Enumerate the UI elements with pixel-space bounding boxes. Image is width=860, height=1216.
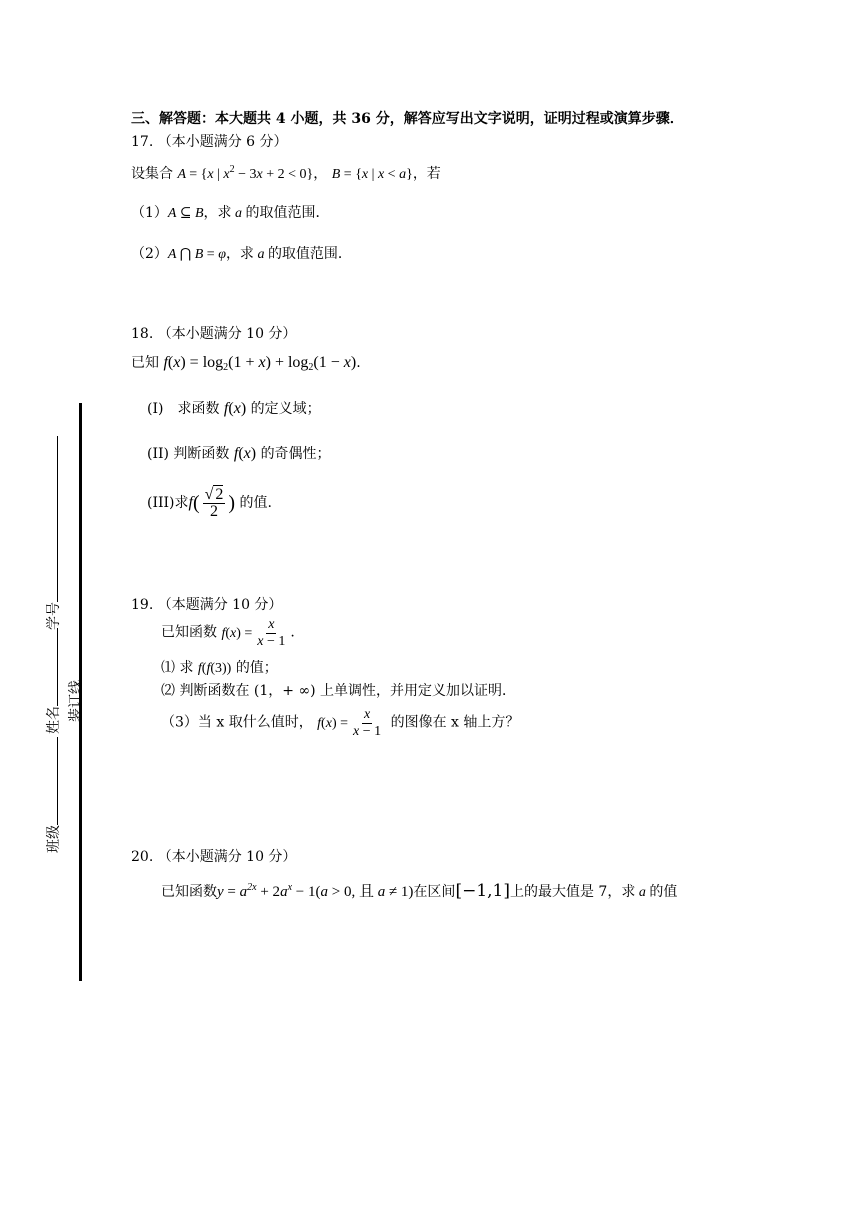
f-sqrt2-over-2: f( $\frac{√ 2}{2}$ )	[188, 486, 236, 520]
q19-part1: ⑴ 求 f(f(3)) 的值；	[161, 660, 278, 676]
q17-title: 17. （本小题满分 6 分）	[131, 134, 288, 150]
interval-neg1-1: [−1,1]	[455, 881, 510, 901]
student-id-field: 学号	[43, 436, 63, 630]
q17-part1: （1）A ⊆ B，求 a 的取值范围．	[131, 205, 330, 221]
name-field: 姓名	[43, 628, 63, 734]
set-a-formula: A = {x | $x^2 - 3x + 2 < 0$}	[177, 164, 314, 182]
q19-title: 19. （本题满分 10 分）	[131, 597, 283, 613]
q20-body: 已知函数$y = a^{2x} + 2a^x - 1(a > 0$, 且 a ≠ 1)在区间[−1,1]上的最大值是 7，求 a 的值	[161, 881, 678, 901]
rational-function-formula: f(x) = $\frac{x}{x - 1}$	[221, 617, 286, 649]
q17-part2: （2）A ⋂ B = φ，求 a 的取值范围．	[131, 246, 352, 262]
q19-intro: 已知函数 f(x) = $\frac{x}{x - 1}$ .	[161, 617, 295, 649]
exponential-function-formula: $y = a^{2x} + 2a^x - 1(a > 0$, 且 a ≠ 1)	[217, 882, 414, 900]
binding-line-label: 装订线	[68, 680, 84, 722]
interval-1-inf: (1，+ ∞)	[253, 683, 316, 699]
q18-part2: (II) 判断函数 f(x) 的奇偶性；	[147, 445, 331, 462]
subset-formula: A ⊆ B	[167, 206, 204, 221]
intersection-formula: A ⋂ B = φ	[167, 247, 226, 262]
q20-title: 20. （本小题满分 10 分）	[131, 849, 297, 865]
q18-part3: (III)求f( $\frac{√ 2}{2}$ ) 的值.	[147, 486, 272, 520]
section-heading: 三、解答题：本大题共 4 小题，共 36 分，解答应写出文字说明，证明过程或演算步骤．	[131, 111, 684, 127]
q19-part2: ⑵ 判断函数在 (1，+ ∞) 上单调性，并用定义加以证明．	[161, 683, 517, 699]
class-field: 班级	[43, 737, 63, 853]
set-b-formula: B = {x | x < a}	[331, 167, 413, 182]
q18-intro: 已知 $f(x) = \log_2(1 + x) + \log_2(1 - x)$.	[131, 354, 361, 373]
name-blank	[57, 628, 58, 706]
log-function-formula: $f(x) = \log_2(1 + x) + \log_2(1 - x)$	[163, 354, 357, 373]
q19-part3: （3）当 x 取什么值时， f(x) = $\frac{x}{x - 1}$ 的图像在 x 轴上方？	[161, 707, 520, 739]
class-blank	[57, 737, 58, 825]
student-id-blank	[57, 436, 58, 602]
q17-intro: 设集合 A = {x | $x^2 - 3x + 2 < 0$}， B = {x | x < a}，若	[131, 164, 441, 182]
q18-title: 18. （本小题满分 10 分）	[131, 326, 297, 342]
q18-part1: (I) 求函数 f(x) 的定义域；	[147, 400, 321, 417]
